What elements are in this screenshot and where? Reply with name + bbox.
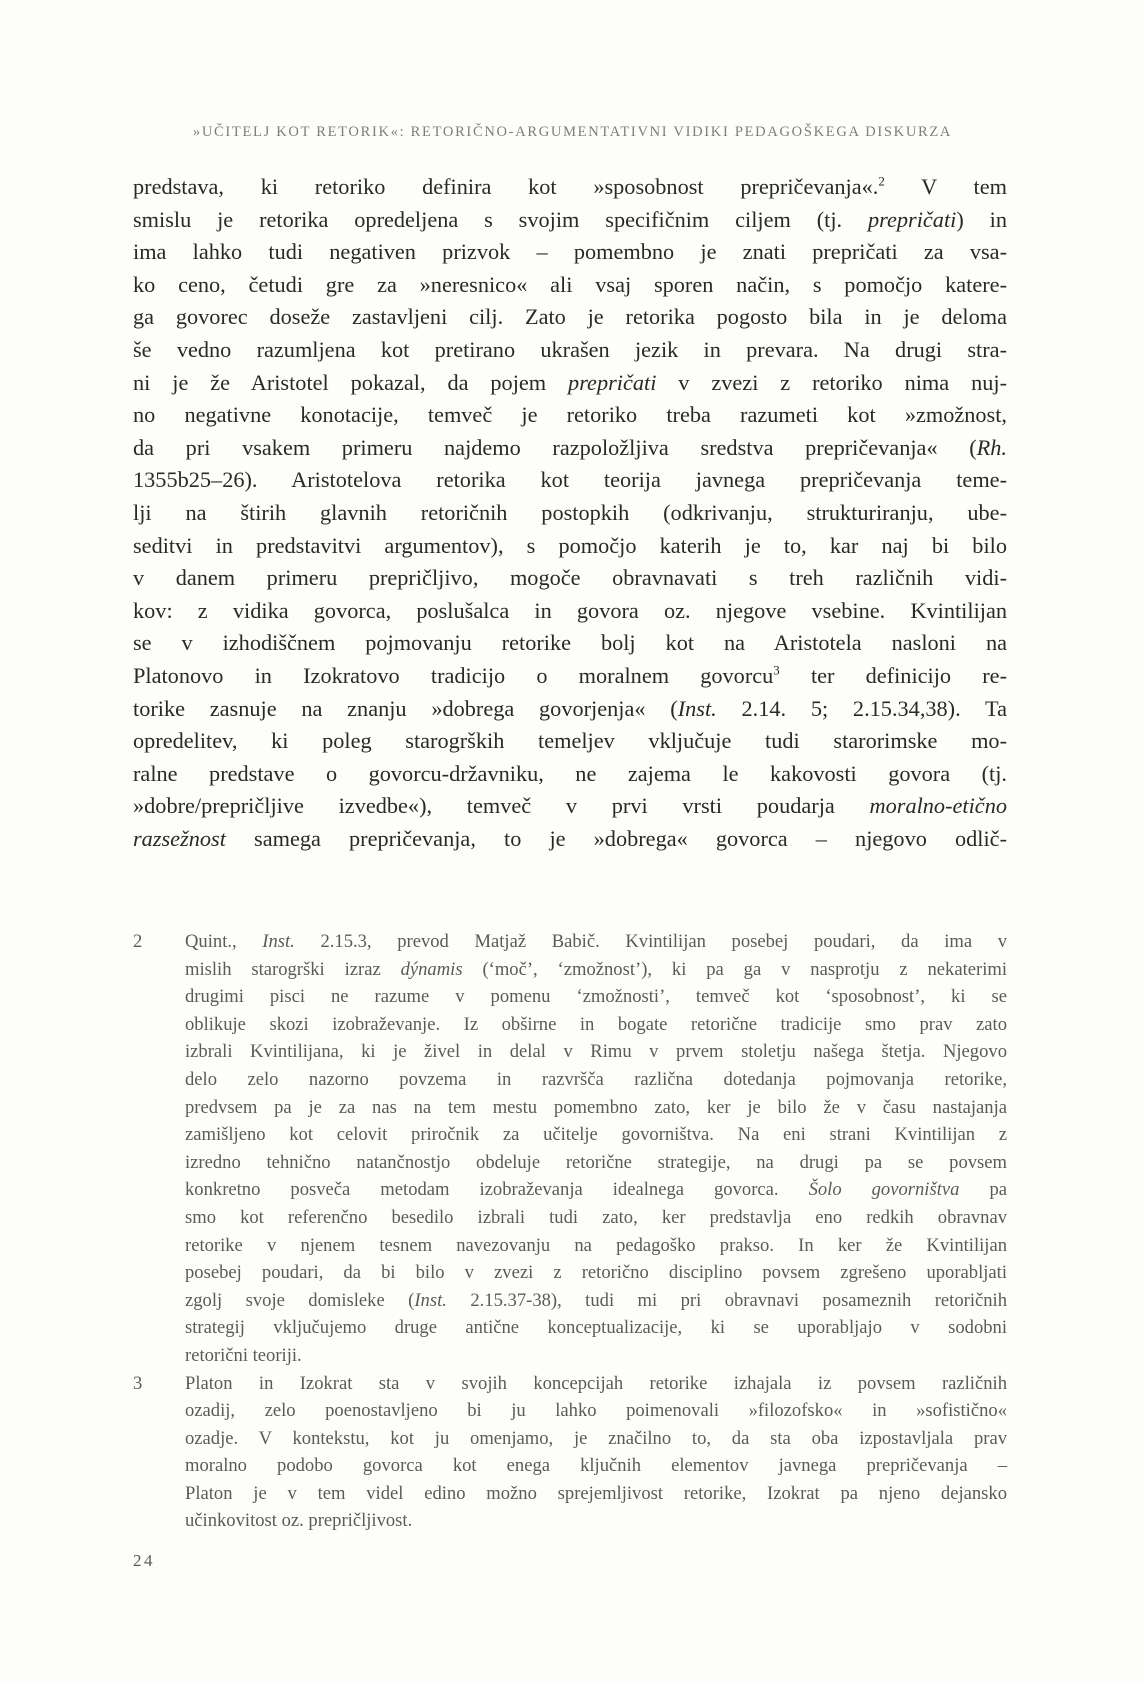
text-line: no negativne konotacije, temveč je retoriko treba razumeti kot »zmožnost, <box>133 402 1007 428</box>
footnote-2-number: 2 <box>133 931 143 952</box>
running-head: »UČITELJ KOT RETORIK«: RETORIČNO-ARGUMENTATIVNI VIDIKI PEDAGOŠKEGA DISKURZA <box>192 124 953 140</box>
text-line: ko ceno, četudi gre za »neresnico« ali vsaj sporen način, s pomočjo katere- <box>133 271 1007 297</box>
text-line: opredelitev, ki poleg starogrških temeljev vključuje tudi starorimske mo- <box>133 728 1007 754</box>
text-line: drugimi pisci ne razume v pomenu ‘zmožnosti’, temveč kot ‘sposobnost’, ki se <box>185 986 1007 1008</box>
text-line: ima lahko tudi negativen prizvok – pomembno je znati prepričati za vsa- <box>133 239 1007 265</box>
text-line: strategij vključujemo druge antične konceptualizacije, ki se uporabljajo v sodobni <box>185 1317 1007 1339</box>
footnote-3 <box>133 1370 1007 1536</box>
text-line: zgolj svoje domisleke (Inst. 2.15.37-38), tudi mi pri obravnavi posameznih retoričnih <box>185 1289 1007 1311</box>
text-line: učinkovitost oz. prepričljivost. <box>185 1510 413 1532</box>
text-line: smislu je retorika opredeljena s svojim specifičnim ciljem (tj. prepričati) in <box>133 206 1007 232</box>
text-line: retorike v njenem tesnem navezovanju na pedagoško prakso. In ker že Kvintilijan <box>185 1234 1007 1256</box>
text-line: smo kot referenčno besedilo izbrali tudi zato, ker predstavlja eno redkih obravnav <box>185 1206 1007 1228</box>
text-line: predvsem pa je za nas na tem mestu pomembno zato, ker je bilo že v času nastajanja <box>185 1096 1007 1118</box>
text-line: torike zasnuje na znanju »dobrega govorjenja« (Inst. 2.14. 5; 2.15.34,38). Ta <box>133 695 1007 721</box>
text-line: razsežnost samega prepričevanja, to je »dobrega« govorca – njegovo odlič- <box>133 825 1007 851</box>
text-line: še vedno razumljena kot pretirano ukrašen jezik in prevara. Na drugi stra- <box>133 336 1007 362</box>
text-line: »dobre/prepričljive izvedbe«), temveč v prvi vrsti poudarja moralno-etično <box>133 793 1007 819</box>
text-line: Platon in Izokrat sta v svojih koncepcijah retorike izhajala iz povsem različnih <box>185 1372 1007 1394</box>
text-line: konkretno posveča metodam izobraževanja idealnega govorca. Šolo govorništva pa <box>185 1179 1008 1201</box>
text-line: 1355b25–26). Aristotelova retorika kot teorija javnega prepričevanja teme- <box>133 467 1007 493</box>
footnotes-section <box>133 928 1007 1535</box>
text-line: izbrali Kvintilijana, ki je živel in delal v Rimu v prvem stoletju našega štetja. Njegovo <box>185 1041 1007 1063</box>
text-line: retorični teoriji. <box>185 1344 302 1366</box>
footnote-2-text <box>185 928 1007 1370</box>
text-line: Quint., Inst. 2.15.3, prevod Matjaž Babič. Kvintilijan posebej poudari, da ima v <box>185 931 1007 952</box>
text-line: ozadij, zelo poenostavljeno bi ju lahko poimenovali »filozofsko« in »sofistično« <box>185 1400 1007 1422</box>
footnote-3-text <box>185 1370 1007 1536</box>
text-line: ni je že Aristotel pokazal, da pojem prepričati v zvezi z retoriko nima nuj- <box>133 369 1007 395</box>
text-line: Platon je v tem videl edino možno sprejemljivost retorike, Izokrat pa njeno dejansko <box>185 1482 1007 1504</box>
page-number: 24 <box>133 1551 155 1570</box>
text-line: ozadje. V kontekstu, kot ju omenjamo, je značilno to, da sta oba izpostavljala prav <box>185 1427 1007 1449</box>
text-line: predstava, ki retoriko definira kot »sposobnost prepričevanja«.$^2$ V tem <box>133 173 1007 199</box>
text-line: zamišljeno kot celovit priročnik za učitelje govorništva. Na eni strani Kvintilijan z <box>185 1124 1007 1146</box>
text-line: ga govorec doseže zastavljeni cilj. Zato je retorika pogosto bila in je deloma <box>133 304 1007 330</box>
text-line: da pri vsakem primeru najdemo razpoložljiva sredstva prepričevanja« (Rh. <box>133 434 1007 460</box>
text-line: v danem primeru prepričljivo, mogoče obravnavati s treh različnih vidi- <box>133 565 1007 591</box>
text-line: oblikuje skozi izobraževanje. Iz obširne in bogate retorične tradicije smo prav zato <box>185 1013 1007 1035</box>
footnote-2 <box>133 928 1007 1370</box>
text-line: seditvi in predstavitvi argumentov), s pomočjo katerih je to, kar naj bi bilo <box>133 532 1007 558</box>
text-line: izredno tehnično natančnostjo obdeluje retorične strategije, na drugi pa se povsem <box>185 1151 1007 1173</box>
footnote-3-number: 3 <box>133 1372 143 1394</box>
text-line: kov: z vidika govorca, poslušalca in govora oz. njegove vsebine. Kvintilijan <box>133 597 1007 623</box>
text-line: lji na štirih glavnih retoričnih postopkih (odkrivanju, strukturiranju, ube- <box>133 499 1007 525</box>
main-paragraph <box>133 171 1007 855</box>
text-line: moralno podobo govorca kot enega ključnih elementov javnega prepričevanja – <box>185 1455 1007 1477</box>
text-line: mislih starogrški izraz dýnamis (‘moč’, ‘zmožnost’), ki pa ga v nasprotju z nekaterimi <box>185 958 1007 980</box>
text-line: se v izhodiščnem pojmovanju retorike bolj kot na Aristotela nasloni na <box>133 630 1007 656</box>
text-line: ralne predstave o govorcu-državniku, ne zajema le kakovosti govora (tj. <box>133 760 1007 786</box>
text-line: posebej poudari, da bi bilo v zvezi z retorično disciplino povsem zgrešeno uporabljati <box>185 1262 1007 1284</box>
text-line: delo zelo nazorno povzema in razvršča različna dotedanja pojmovanja retorike, <box>185 1068 1007 1090</box>
text-line: Platonovo in Izokratovo tradicijo o moralnem govorcu$^3$ ter definicijo re- <box>133 662 1007 688</box>
